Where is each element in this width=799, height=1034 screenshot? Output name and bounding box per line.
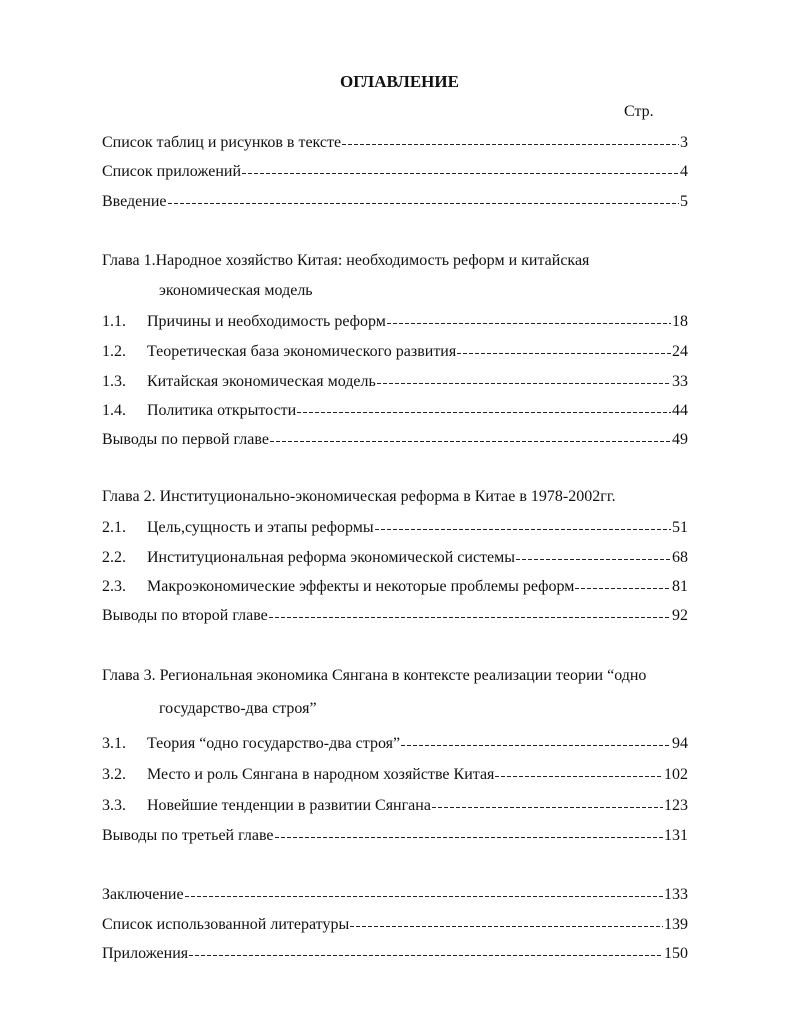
toc-entry: [102, 884, 688, 906]
entry-text: Заключение: [102, 886, 184, 903]
leader: [575, 576, 671, 598]
chapter-heading: Глава 3. Региональная экономика Сянгана в контексте реализации теории “одно: [102, 667, 647, 684]
toc-entry: [102, 400, 688, 422]
section-number: 1.2.: [102, 343, 126, 360]
entry-text: Список приложений: [102, 163, 242, 180]
page-number: 102: [664, 766, 688, 783]
page-number: 5: [680, 193, 688, 210]
page-number: 18: [672, 313, 688, 330]
entry-text: Теория “одно государство-два строя”: [147, 735, 401, 752]
leader: [495, 764, 663, 786]
toc-entry: [102, 311, 688, 333]
leader: [270, 429, 671, 451]
toc-entry: [102, 341, 688, 363]
section-number: 3.2.: [102, 766, 126, 783]
page-number: 92: [672, 607, 688, 624]
entry-text: Причины и необходимость реформ: [147, 313, 386, 330]
entry-text: Список таблиц и рисунков в тексте: [102, 134, 342, 151]
entry-text: Выводы по второй главе: [102, 607, 268, 624]
section-number: 2.3.: [102, 578, 126, 595]
chapter-heading: Глава 1.Народное хозяйство Китая: необходимость реформ и китайская: [102, 252, 590, 269]
chapter-heading: Глава 2. Институционально-экономическая реформа в Китае в 1978-2002гг.: [102, 488, 616, 505]
page-number: 4: [680, 163, 688, 180]
chapter-heading-cont: государство-два строя”: [159, 700, 317, 717]
section-number: 3.3.: [102, 797, 126, 814]
entry-text: Политика открытости: [147, 402, 297, 419]
page-number: 139: [664, 916, 688, 933]
leader: [342, 132, 679, 154]
toc-entry: [102, 605, 688, 627]
toc-entry: [102, 576, 688, 598]
toc-entry: [102, 517, 688, 539]
leader: [275, 825, 664, 847]
page-number: 131: [664, 827, 688, 844]
leader: [269, 605, 671, 627]
entry-text: Теоретическая база экономического развития: [147, 343, 457, 360]
leader: [242, 161, 679, 183]
page-number: 81: [672, 578, 688, 595]
leader: [375, 517, 671, 539]
section-number: 2.1.: [102, 519, 126, 536]
leader: [189, 943, 663, 965]
toc-entry: [102, 429, 688, 451]
leader: [185, 884, 663, 906]
page-number: 133: [664, 886, 688, 903]
entry-text: Введение: [102, 193, 167, 210]
toc-entry: [102, 733, 688, 755]
page-number: 49: [672, 431, 688, 448]
page-number: 51: [672, 519, 688, 536]
page-number: 123: [664, 797, 688, 814]
entry-text: Выводы по третьей главе: [102, 827, 274, 844]
toc-entry: [102, 191, 688, 213]
page-title: ОГЛАВЛЕНИЕ: [340, 72, 459, 91]
leader: [168, 191, 680, 213]
leader: [297, 400, 671, 422]
page-number: 68: [672, 549, 688, 566]
toc-entry: [102, 547, 688, 569]
page-number: 24: [672, 343, 688, 360]
page-column-label: Стр.: [624, 103, 654, 120]
toc-entry: [102, 795, 688, 817]
section-number: 1.3.: [102, 373, 126, 390]
toc-entry: [102, 161, 688, 183]
leader: [516, 547, 671, 569]
page-number: 94: [672, 735, 688, 752]
entry-text: Приложения: [102, 945, 189, 962]
section-number: 1.4.: [102, 402, 126, 419]
section-number: 1.1.: [102, 313, 126, 330]
section-number: 3.1.: [102, 735, 126, 752]
section-number: 2.2.: [102, 549, 126, 566]
leader: [377, 371, 671, 393]
entry-text: Макроэкономические эффекты и некоторые проблемы реформ: [147, 578, 575, 595]
toc-entry: [102, 943, 688, 965]
leader: [401, 733, 671, 755]
page-number: 3: [680, 134, 688, 151]
leader: [350, 914, 663, 936]
page-number: 150: [664, 945, 688, 962]
entry-text: Цель,сущность и этапы реформы: [147, 519, 374, 536]
leader: [387, 311, 671, 333]
entry-text: Институциональная реформа экономической системы: [147, 549, 516, 566]
leader: [457, 341, 671, 363]
entry-text: Выводы по первой главе: [102, 431, 269, 448]
leader: [432, 795, 663, 817]
toc-entry: [102, 764, 688, 786]
toc-entry: [102, 825, 688, 847]
entry-text: Новейшие тенденции в развитии Сянгана: [147, 797, 431, 814]
toc-entry: [102, 371, 688, 393]
entry-text: Место и роль Сянгана в народном хозяйстве Китая: [147, 766, 495, 783]
entry-text: Список использованной литературы: [102, 916, 350, 933]
page-number: 33: [672, 373, 688, 390]
chapter-heading-cont: экономическая модель: [159, 282, 313, 299]
entry-text: Китайская экономическая модель: [147, 373, 376, 390]
toc-entry: [102, 132, 688, 154]
page-number: 44: [672, 402, 688, 419]
toc-entry: [102, 914, 688, 936]
